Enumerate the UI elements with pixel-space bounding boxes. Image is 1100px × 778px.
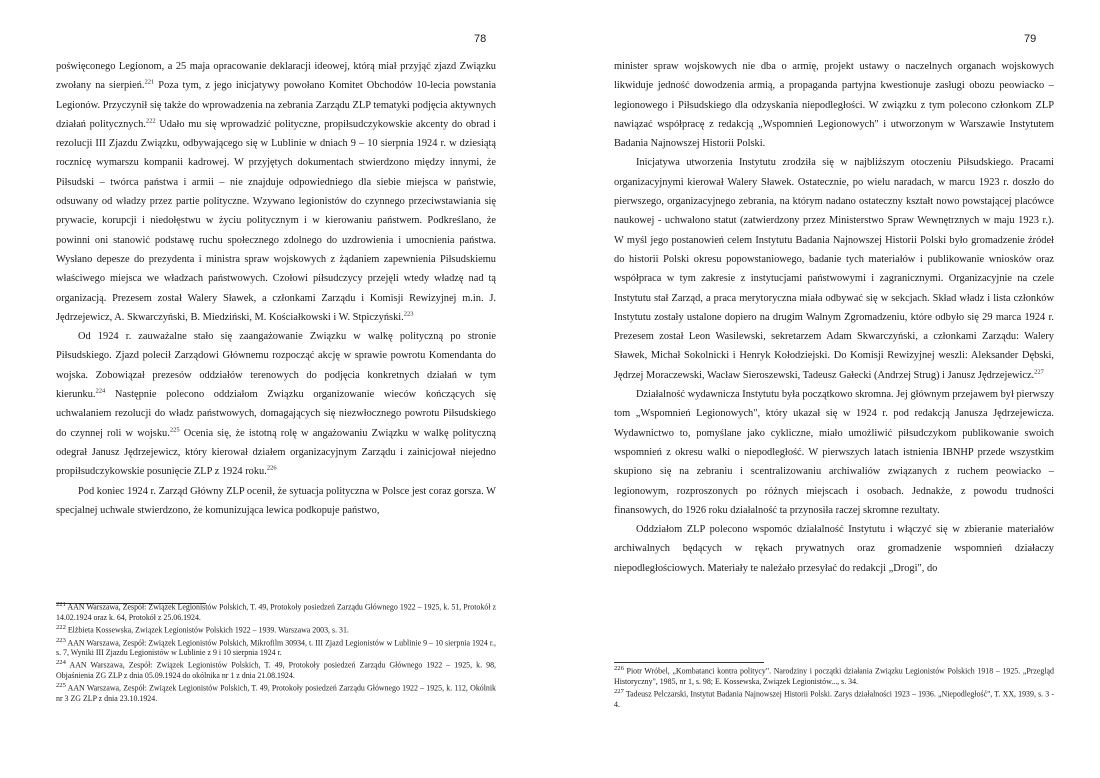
left-page — [56, 0, 496, 778]
footnote-ref: 222 — [145, 117, 156, 125]
footnote-text: AAN Warszawa, Zespół: Związek Legionistów Polskich, T. 49, Protokoły posiedzeń Zarządu Głównego 1922 – 1925, k. 51, Protokół z 14.02.1924 oraz k. 64, Protokół z 25.06.1924. — [56, 602, 496, 622]
footnote-number: 221 — [56, 601, 66, 608]
footnote-number: 223 — [56, 636, 66, 644]
main-text — [56, 57, 496, 520]
footnote-number: 225 — [56, 682, 66, 690]
footnote — [56, 600, 496, 623]
paragraph — [614, 153, 1054, 385]
text-run: minister spraw wojskowych nie dba o armię, projekt ustawy o naczelnych organach wojskowych likwiduje jedność dowodzenia armią, a propaganda partyjna kwestionuje zasługi obozu peowiacko – legionowego i Piłsudskiego dla odzyskania niepodległości. W związku z tym polecono członkom ZLP nawiązać współpracę z redakcją „Wspomnień Legionowych" i utworzonym w Warszawie Instytutem Badania Najnowszej Historii Polski. — [614, 61, 1054, 150]
text-run: Od 1924 r. zauważalne stało się zaangażowanie Związku w walkę polityczną po stronie Piłsudskiego. Zjazd polecił Zarządowi Głównemu rozpocząć akcję w sprawie powrotu Komendanta do wojska. Zobowiązał prezesów oddziałów terenowych do podjęcia konkretnych działań w tym kierunku. — [56, 331, 496, 401]
footnote-ref: 226 — [266, 464, 277, 472]
footnotes — [56, 600, 496, 704]
footnotes — [614, 664, 1054, 710]
text-run: Następnie polecono oddziałom Związku organizowanie wieców kończących się uchwalaniem rezolucji do władz państwowych, domagających się niezwłocznego powrotu Piłsudskiego do czynnej roli w wojsku. — [56, 389, 496, 439]
text-run: Udało mu się wprowadzić polityczne, propiłsudczykowskie akcenty do obrad i rezolucji III Zjazdu Związku, odbywającego się w Lublinie w dniach 9 – 10 sierpnia 1924 r. w dziesiątą rocznicę wymarszu kompanii kadrowej. W przyjętych dokumentach stwierdzono między innymi, że Piłsudski – twórca państwa i armii – nie znajduje odpowiedniego dla siebie miejsca w państwie, odsuwany od władzy przez partie polityczne. Wzywano legionistów do czynnego przeciwstawiania się prywacie, korupcji i niedołęstwu w życiu politycznym i w kierowaniu państwem. Podkreślano, że powinni oni stanowić podstawę ruchu społecznego zdolnego do uzdrowienia i umocnienia państwa. Wysłano depesze do prezydenta i ministra spraw wojskowych z żądaniem zapewnienia Piłsudskiemu właściwego miejsca we władzach państwowych. Czołowi piłsudczycy przejęli wtedy władzę nad tą organizacją. Prezesem został Walery Sławek, a członkami Zarządu i Komisji Rewizyjnej m.in. J. Jędrzejewicz, A. Skwarczyński, B. Miedziński, M. Kościałkowski i W. Stpiczyński. — [56, 118, 497, 323]
footnote-number: 222 — [56, 623, 66, 631]
text-run: Ocenia się, że istotną rolę w angażowaniu Związku w walkę polityczną odegrał Janusz Jędrzejewicz, który kierował działem organizacyjnym Zarządu i zainicjował niejedno propiłsudczykowskie posunięcie ZLP z 1924 roku. — [56, 427, 497, 478]
footnote-rule — [614, 662, 764, 663]
footnote — [614, 664, 1054, 687]
footnote — [614, 687, 1054, 710]
footnote-text: AAN Warszawa, Zespół: Związek Legionistów Polskich, T. 49, Protokoły posiedzeń Zarządu Głównego 1922 – 1925, k. 98, Objaśnienia ZG ZLP z dnia 05.09.1924 do okólnika nr 1 z dnia 21.08.1924. — [56, 660, 496, 681]
footnote-ref: 221 — [144, 78, 155, 86]
paragraph — [56, 327, 496, 481]
paragraph — [56, 482, 496, 521]
paragraph — [614, 385, 1054, 520]
footnote-ref: 224 — [95, 387, 106, 395]
footnote-number: 227 — [614, 687, 624, 695]
footnote-ref: 225 — [169, 426, 180, 434]
paragraph — [56, 57, 496, 327]
footnote-number: 226 — [614, 665, 624, 672]
footnote — [56, 636, 496, 659]
footnote — [56, 681, 496, 704]
paragraph — [614, 57, 1054, 153]
footnote-number: 224 — [56, 659, 66, 667]
footnote-text: Elżbieta Kossewska, Związek Legionistów Polskich 1922 – 1939. Warszawa 2003, s. 31. — [65, 625, 349, 635]
right-page — [614, 0, 1054, 778]
footnote-ref: 227 — [1034, 368, 1044, 376]
main-text — [614, 57, 1054, 578]
footnote-ref: 223 — [403, 310, 414, 318]
footnote-text: Tadeusz Pelczarski, Instytut Badania Najnowszej Historii Polski. Zarys działalności 1923 – 1936. „Niepodległość", T. XX, 1939, s. 3 - 4. — [614, 689, 1054, 709]
footnote-text: AAN Warszawa, Zespół: Związek Legionistów Polskich, Mikrofilm 30934, t. III Zjazd Legionistów w Lublinie 9 – 10 sierpnia 1924 r., s. 7, Wyniki III Zjazdu Legionistów w Lublinie z 9 i 10 sierpnia 1924 r. — [56, 638, 496, 658]
footnote-text: Piotr Wróbel, „Kombatanci kontra politycy". Narodziny i początki działania Związku Legionistów Polskich 1918 – 1925. „Przegląd Historyczny", 1985, nr 1, s. 98; E. Kossewska, Związek Legionistów..., s. 34. — [614, 666, 1054, 686]
text-run: Poza tym, z jego inicjatywy powołano Komitet Obchodów 10-lecia powstania Legionów. Przyczynił się także do wprowadzenia na zebrania Zarządu ZLP tematyki podjęcia aktywnych działań politycznych. — [56, 80, 496, 130]
text-run: Działalność wydawnicza Instytutu była początkowo skromna. Jej głównym przejawem był pierwszy tom „Wspomnień Legionowych", który ukazał się w 1924 r. pod redakcją Janusza Jędrzejewicza. Wydawnictwo to, pomyślane jako cykliczne, miało umożliwić piłsudczykom publikowanie swoich wspomnień z okresu walki o niepodległość. W pierwszych latach istnienia IBNHP przede wszystkim skupiono się na zebraniu i scentralizowaniu archiwaliów związanych z ruchem peowiacko – legionowym, rozproszonych po różnych miejscach i osobach. Jednakże, z powodu trudności finansowych, do 1926 roku działalność ta przynosiła raczej skromne rezultaty. — [614, 389, 1054, 516]
text-run: Pod koniec 1924 r. Zarząd Główny ZLP ocenił, że sytuacja polityczna w Polsce jest coraz gorsza. W specjalnej uchwale stwierdzono, że komunizująca lewica podkopuje państwo, — [56, 485, 496, 516]
footnote — [56, 658, 496, 681]
footnote — [56, 623, 496, 636]
text-run: Inicjatywa utworzenia Instytutu zrodziła się w najbliższym otoczeniu Piłsudskiego. Pracami organizacyjnymi kierował Walery Sławek. Ostatecznie, po wielu naradach, w marcu 1923 r. doszło do pierwszego, organizacyjnego zebrania, na którym nadano ostateczny kształt nowo powstającej placówce naukowej - uchwalono statut (zatwierdzony przez Ministerstwo Spraw Wewnętrznych w maju 1923 r.). W myśl jego postanowień celem Instytutu Badania Najnowszej Historii Polski było gromadzenie źródeł do historii Polski okresu popowstaniowego, badanie tych materiałów i publikowanie wniosków oraz współpraca w tym zakresie z instytucjami państwowymi i zagranicznymi. Organizacyjnie na czele Instytutu stał Zarząd, a praca merytoryczna miała odbywać się w sekcjach. Skład władz i lista członków Instytutu zostały ustalone dopiero na drugim Walnym Zgromadzeniu, które odbyło się 29 marca 1924 r. Prezesem został Leon Wasilewski, sekretarzem Adam Skwarczyński, a członkami Zarządu: Walery Sławek, Michał Sokolnicki i Henryk Kołodziejski. Do Komisji Rewizyjnej weszli: Aleksander Dębski, Jędrzej Moraczewski, Wacław Sieroszewski, Tadeusz Gałecki (Andrzej Strug) i Janusz Jędrzejewicz. — [614, 157, 1054, 381]
text-run: Oddziałom ZLP polecono wspomóc działalność Instytutu i włączyć się w zbieranie materiałów archiwalnych będących w rękach prywatnych oraz gromadzenie wspomnień działaczy niepodległościowych. Materiały te należało przesyłać do redakcji „Drogi", do — [614, 524, 1054, 574]
footnote-text: AAN Warszawa, Zespół: Związek Legionistów Polskich, T. 49, Protokoły posiedzeń Zarządu Głównego 1922 – 1925, k. 112, Okólnik nr 3 ZG ZLP z dnia 23.10.1924. — [56, 683, 496, 703]
paragraph — [614, 520, 1054, 578]
page-number: 79 — [1024, 33, 1037, 45]
text-run: poświęconego Legionom, a 25 maja opracowanie deklaracji ideowej, którą miał przyjąć zjazd Związku zwołany na sierpień. — [56, 61, 496, 92]
page-number: 78 — [474, 33, 487, 45]
